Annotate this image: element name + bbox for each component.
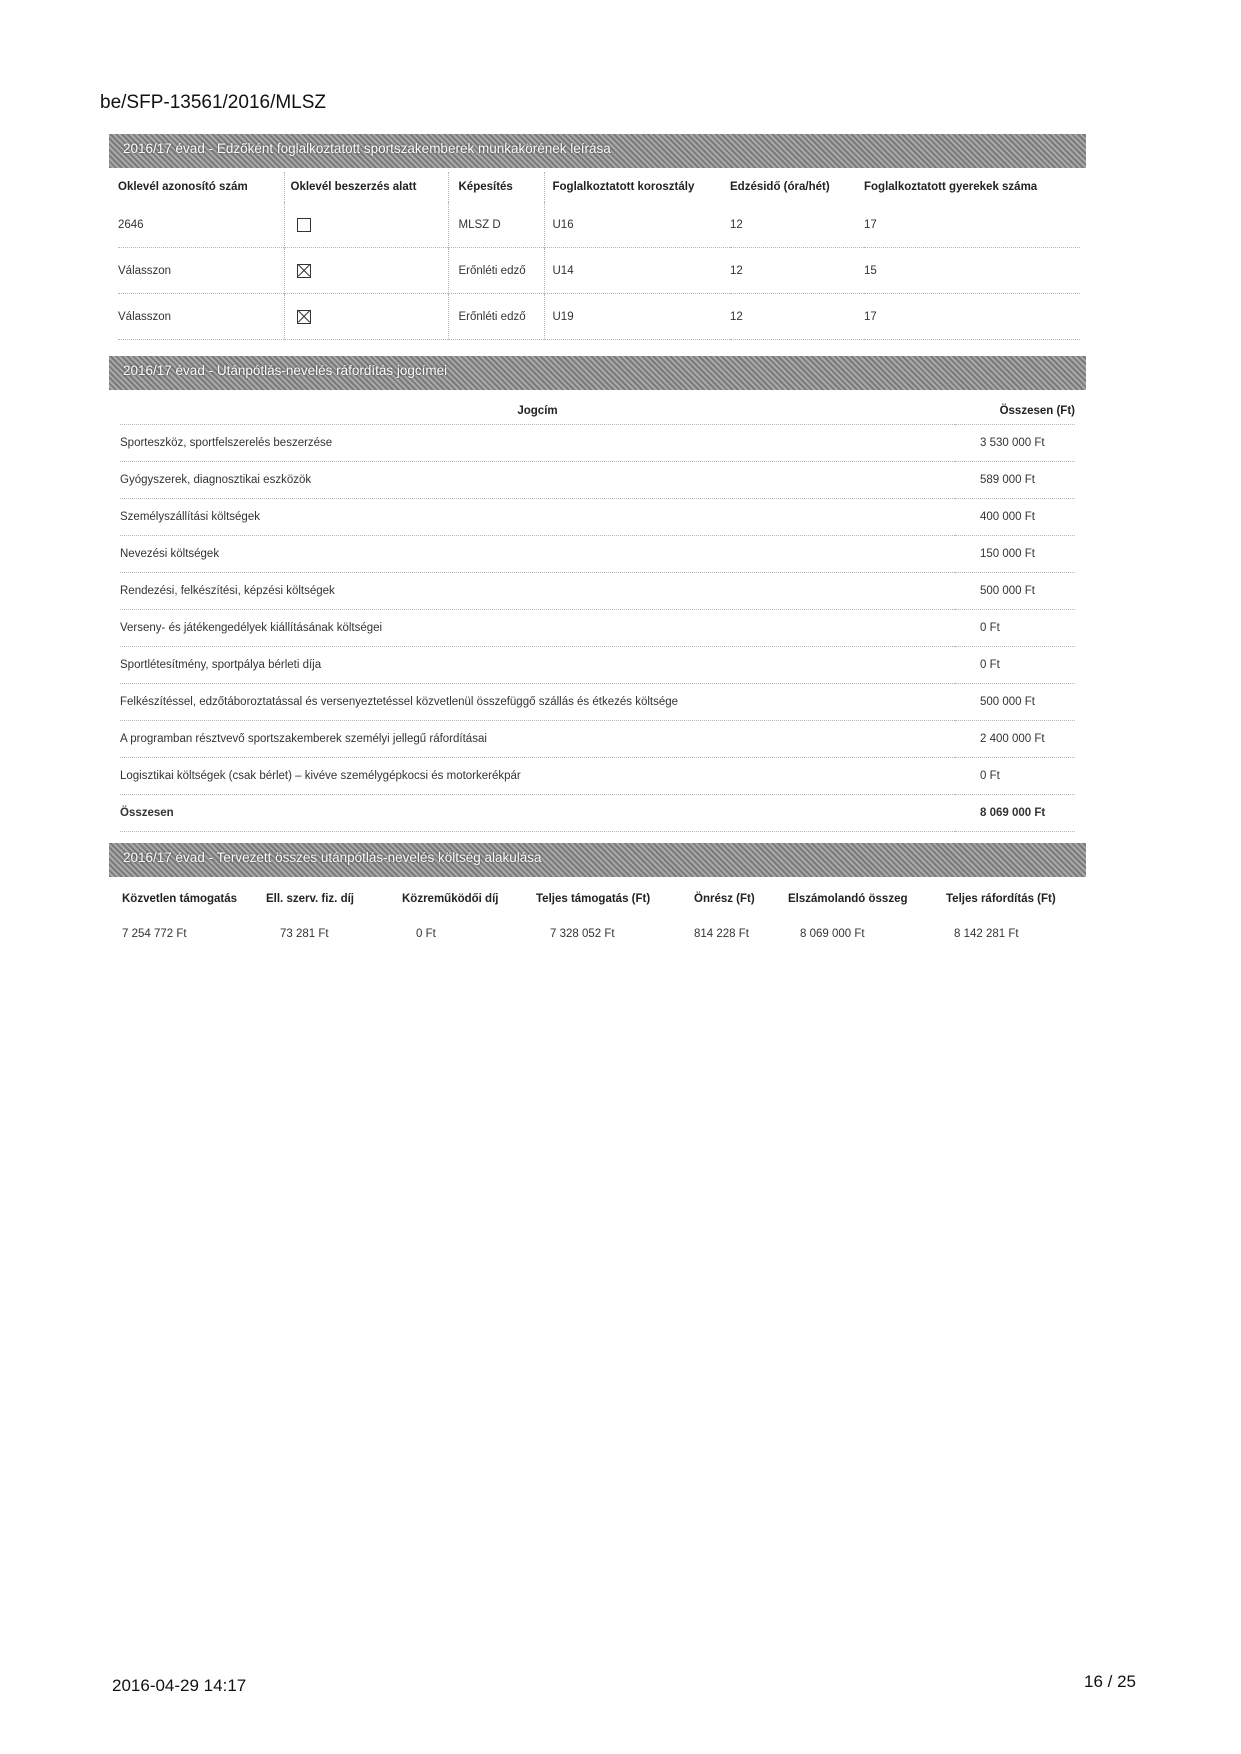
expense-amount: 0 Ft xyxy=(980,659,1000,671)
expense-label: Gyógyszerek, diagnosztikai eszközök xyxy=(120,474,312,486)
section-header-coaches xyxy=(109,134,1086,168)
col-training-hours: Edzésidő (óra/hét) xyxy=(730,181,830,193)
direct-support-value: 7 254 772 Ft xyxy=(122,928,187,940)
table-row xyxy=(118,202,1080,248)
table-row xyxy=(120,758,1075,795)
total-expenditure-value: 8 142 281 Ft xyxy=(954,928,1019,940)
col-children-count: Foglalkoztatott gyerekek száma xyxy=(864,181,1038,193)
expense-amount: 0 Ft xyxy=(980,770,1000,782)
own-share-value: 814 228 Ft xyxy=(694,928,749,940)
children-count: 17 xyxy=(864,310,877,323)
expense-amount: 500 000 Ft xyxy=(980,696,1035,708)
age-group: U19 xyxy=(544,294,730,340)
expense-label: Rendezési, felkészítési, képzési költségek xyxy=(120,585,335,597)
coaches-table xyxy=(118,172,1080,340)
section-title: 2016/17 évad - Tervezett összes utánpótlás-nevelés költség alakulása xyxy=(123,850,542,865)
training-hours: 12 xyxy=(730,310,743,323)
expense-amount: 500 000 Ft xyxy=(980,585,1035,597)
acquisition-checkbox[interactable] xyxy=(297,264,311,278)
total-amount: 8 069 000 Ft xyxy=(980,807,1046,819)
table-header-row xyxy=(118,172,1080,202)
diploma-id[interactable]: 2646 xyxy=(118,218,144,231)
table-row xyxy=(120,462,1075,499)
children-count: 17 xyxy=(864,218,877,231)
expense-label: Sporteszköz, sportfelszerelés beszerzése xyxy=(120,437,333,449)
table-row xyxy=(120,536,1075,573)
section-title: 2016/17 évad - Edzőként foglalkoztatott sportszakemberek munkakörének leírása xyxy=(123,141,611,156)
expense-label: Sportlétesítmény, sportpálya bérleti díja xyxy=(120,659,322,671)
section-title: 2016/17 évad - Utánpótlás-nevelés ráfordítás jogcímei xyxy=(123,363,448,378)
expense-amount: 2 400 000 Ft xyxy=(980,733,1045,745)
col-accountable-amount: Elszámolandó összeg xyxy=(788,893,908,905)
expense-label: Nevezési költségek xyxy=(120,548,220,560)
acquisition-checkbox[interactable] xyxy=(297,310,311,324)
col-under-acquisition: Oklevél beszerzés alatt xyxy=(284,172,448,202)
col-diploma-id: Oklevél azonosító szám xyxy=(118,181,248,193)
diploma-id[interactable]: Válasszon xyxy=(118,264,172,277)
expense-label: Verseny- és játékengedélyek kiállításának költségei xyxy=(120,622,383,634)
table-row xyxy=(120,684,1075,721)
col-control-fee: Ell. szerv. fiz. díj xyxy=(266,893,354,905)
table-row xyxy=(120,721,1075,758)
training-hours: 12 xyxy=(730,218,743,231)
expense-amount: 150 000 Ft xyxy=(980,548,1035,560)
col-total-support: Teljes támogatás (Ft) xyxy=(536,893,651,905)
col-total-expenditure: Teljes ráfordítás (Ft) xyxy=(946,893,1056,905)
expense-label: Logisztikai költségek (csak bérlet) – kivéve személygépkocsi és motorkerékpár xyxy=(120,770,521,782)
table-row xyxy=(122,914,1082,954)
expenses-table xyxy=(120,398,1075,832)
children-count: 15 xyxy=(864,264,877,277)
table-row xyxy=(120,425,1075,462)
col-intermediary-fee: Közreműködői díj xyxy=(402,893,499,905)
age-group: U16 xyxy=(544,202,730,248)
expense-label: Személyszállítási költségek xyxy=(120,511,260,523)
total-row xyxy=(120,795,1075,832)
table-row xyxy=(118,248,1080,294)
table-row xyxy=(118,294,1080,340)
expense-label: A programban résztvevő sportszakemberek személyi jellegű ráfordításai xyxy=(120,733,487,745)
col-own-share: Önrész (Ft) xyxy=(694,893,755,905)
accountable-amount-value: 8 069 000 Ft xyxy=(800,928,865,940)
qualification: Erőnléti edző xyxy=(448,248,544,294)
expense-label: Felkészítéssel, edzőtáboroztatással és versenyeztetéssel közvetlenül összefüggő szállás és étkezés költsége xyxy=(120,696,679,708)
section-header-expenses xyxy=(109,356,1086,390)
page-number: 16 / 25 xyxy=(1084,1672,1136,1691)
col-expense-amount: Összesen (Ft) xyxy=(999,405,1075,417)
table-row xyxy=(120,610,1075,647)
table-header-row xyxy=(122,884,1082,914)
col-direct-support: Közvetlen támogatás xyxy=(122,893,238,905)
qualification: Erőnléti edző xyxy=(448,294,544,340)
col-expense-title: Jogcím xyxy=(517,405,558,417)
expense-amount: 3 530 000 Ft xyxy=(980,437,1045,449)
expense-amount: 589 000 Ft xyxy=(980,474,1035,486)
table-row xyxy=(120,573,1075,610)
expense-amount: 400 000 Ft xyxy=(980,511,1035,523)
qualification: MLSZ D xyxy=(448,202,544,248)
control-fee-value: 73 281 Ft xyxy=(280,928,329,940)
table-row xyxy=(120,499,1075,536)
diploma-id[interactable]: Válasszon xyxy=(118,310,172,323)
col-age-group: Foglalkoztatott korosztály xyxy=(544,172,730,202)
age-group: U14 xyxy=(544,248,730,294)
expense-amount: 0 Ft xyxy=(980,622,1000,634)
col-qualification: Képesítés xyxy=(448,172,544,202)
document-id: be/SFP-13561/2016/MLSZ xyxy=(100,92,327,113)
total-support-value: 7 328 052 Ft xyxy=(550,928,615,940)
training-hours: 12 xyxy=(730,264,743,277)
planned-costs-table xyxy=(122,884,1082,954)
table-header-row xyxy=(120,398,1075,425)
total-label: Összesen xyxy=(120,807,174,819)
section-header-planned-costs xyxy=(109,843,1086,877)
table-row xyxy=(120,647,1075,684)
acquisition-checkbox[interactable] xyxy=(297,218,311,232)
intermediary-fee-value: 0 Ft xyxy=(416,928,436,940)
print-timestamp: 2016-04-29 14:17 xyxy=(112,1676,247,1695)
